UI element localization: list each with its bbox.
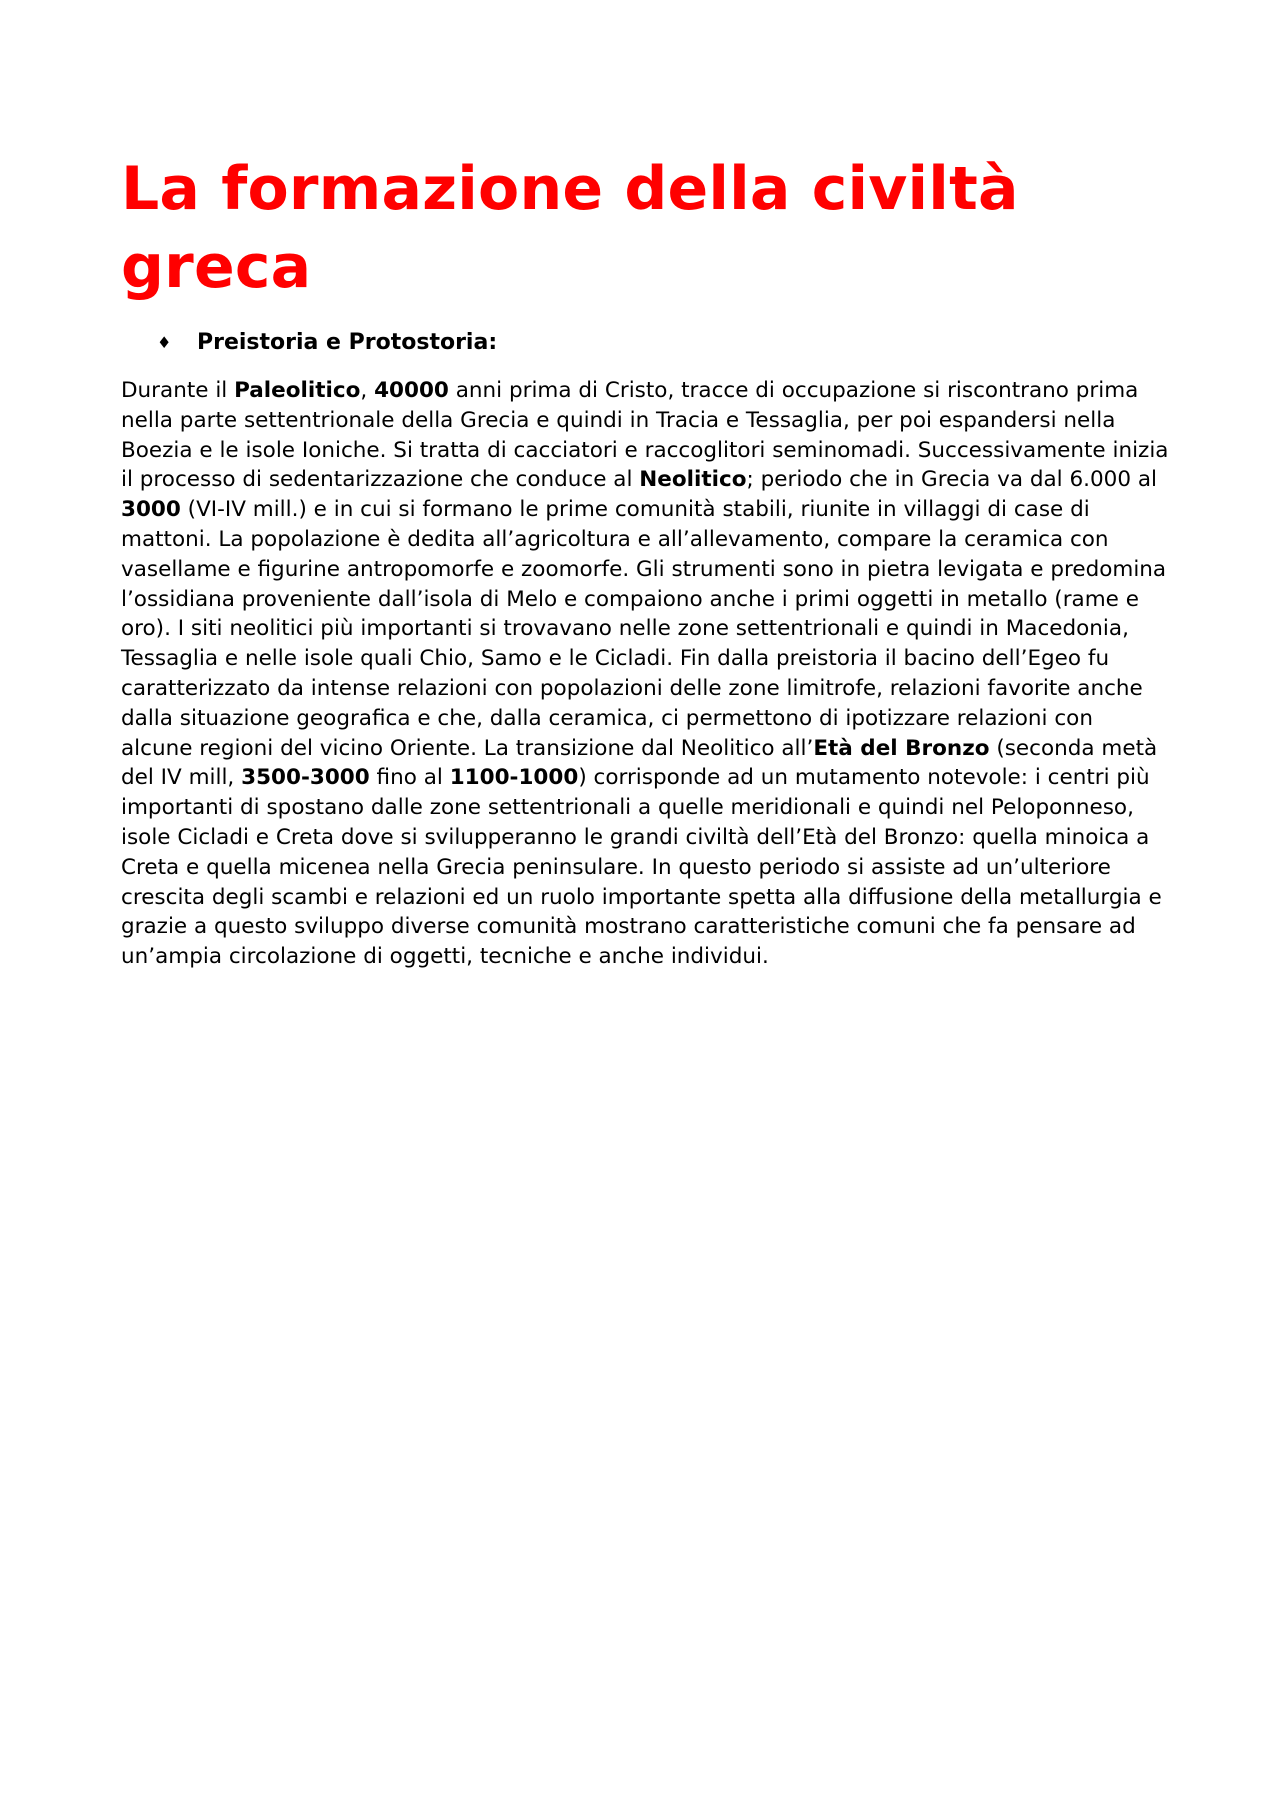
- paragraph-run: anni prima di Cristo, tracce di occupazione si riscontrano prima nella parte settentrionale della Grecia e quindi in Tracia e Tessaglia, per poi espandersi nella Boezia e le isole Ioniche. Si tratta di cacciatori e raccoglitori seminomadi. Successivamente inizia il processo di sedentarizzazione che conduce al: [121, 378, 1169, 493]
- paragraph-run-bold: 3500-3000: [241, 765, 370, 791]
- paragraph-run-bold: Paleolitico: [234, 378, 361, 403]
- paragraph-run: ; periodo che in Grecia va dal 6.000 al: [746, 467, 1157, 493]
- paragraph-run-bold: 3000: [121, 497, 181, 523]
- paragraph-run: fino al: [369, 765, 450, 791]
- diamond-bullet-icon: ♦: [157, 333, 172, 352]
- section-heading-label: Preistoria e Protostoria:: [197, 330, 498, 355]
- document-title: La formazione della civiltà greca: [121, 154, 1019, 302]
- paragraph-run-bold: Età del Bronzo: [813, 735, 990, 761]
- paragraph-run-bold: 1100-1000: [449, 765, 579, 791]
- section-heading: [157, 328, 1171, 358]
- body-paragraph: [121, 376, 1171, 972]
- paragraph-run-bold: Neolitico: [639, 467, 747, 493]
- paragraph-run: ,: [360, 378, 375, 403]
- paragraph-run: Durante il: [121, 378, 235, 403]
- document-page: [121, 150, 1171, 972]
- paragraph-run: ) corrisponde ad un mutamento notevole: i centri più importanti di spostano dalle zone settentrionali a quelle meridionali e quindi nel Peloponneso, isole Cicladi e Creta dove si svilupperanno le grandi civiltà dell’Età del Bronzo: quella minoica a Creta e quella micenea nella Grecia peninsulare. In questo periodo si assiste ad un’ulteriore crescita degli scambi e relazioni ed un ruolo importante spetta alla diffusione della metallurgia e grazie a questo sviluppo diverse comunità mostrano caratteristiche comuni che fa pensare ad un’ampia circolazione di oggetti, tecniche e anche individui.: [121, 765, 1162, 970]
- paragraph-run: (seconda metà del IV mill,: [121, 735, 1158, 791]
- paragraph-run-bold: 40000: [374, 378, 449, 403]
- paragraph-run: (VI-IV mill.) e in cui si formano le prime comunità stabili, riunite in villaggi di case di mattoni. La popolazione è dedita all’agricoltura e all’allevamento, compare la ceramica con vasellame e figurine antropomorfe e zoomorfe. Gli strumenti sono in pietra levigata e predomina l’ossidiana proveniente dall’isola di Melo e compaiono anche i primi oggetti in metallo (rame e oro). I siti neolitici più importanti si trovavano nelle zone settentrionali e quindi in Macedonia, Tessaglia e nelle isole quali Chio, Samo e le Cicladi. Fin dalla preistoria il bacino dell’Egeo fu caratterizzato da intense relazioni con popolazioni delle zone limitrofe, relazioni favorite anche dalla situazione geografica e che, dalla ceramica, ci permettono di ipotizzare relazioni con alcune regioni del vicino Oriente. La transizione dal Neolitico all’: [121, 497, 1167, 761]
